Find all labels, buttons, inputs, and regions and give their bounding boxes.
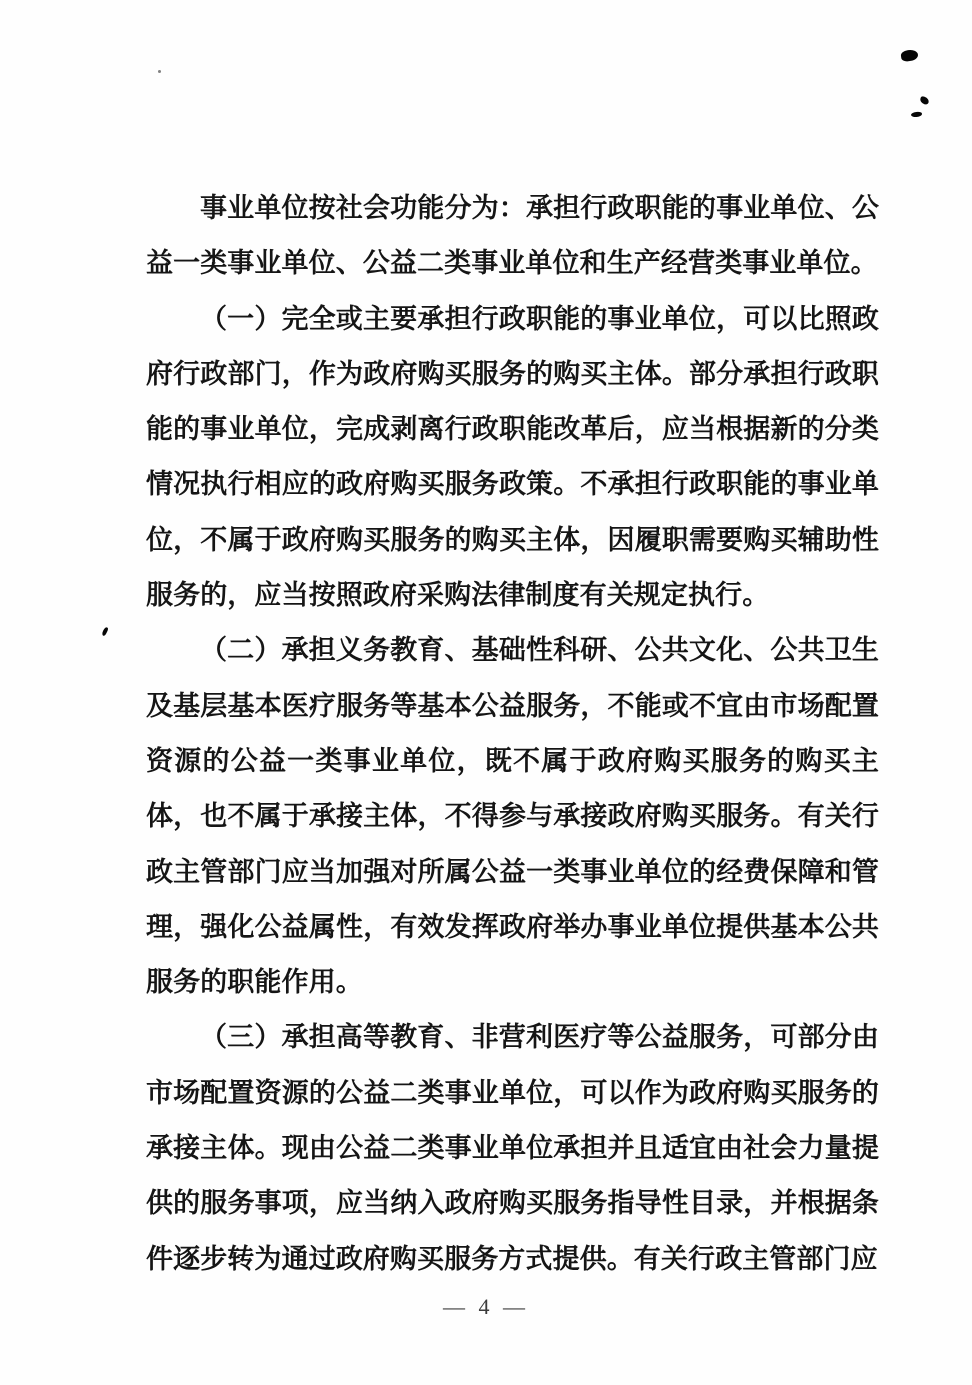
page-number: — 4 — (443, 1294, 529, 1319)
ink-speck-artifact (911, 112, 922, 118)
paragraph-item-2: （二）承担义务教育、基础性科研、公共文化、公共卫生及基层基本医疗服务等基本公益服务，不能或不宜由市场配置资源的公益一类事业单位，既不属于政府购买服务的购买主体，也不属于承接主体，不得参与承接政府购买服务。有关行政主管部门应当加强对所属公益一类事业单位的经费保障和管理，强化公益属性，有效发挥政府举办事业单位提供基本公共服务的职能作用。 (146, 635, 879, 998)
paragraph-item-1: （一）完全或主要承担行政职能的事业单位，可以比照政府行政部门，作为政府购买服务的购买主体。部分承担行政职能的事业单位，完成剥离行政职能改革后，应当根据新的分类情况执行相应的政府购买服务政策。不承担行政职能的事业单位，不属于政府购买服务的购买主体，因履职需要购买辅助性服务的，应当按照政府采购法律制度有关规定执行。 (146, 303, 879, 611)
ink-dot-artifact (158, 70, 161, 73)
paragraph-item-3: （三）承担高等教育、非营利医疗等公益服务，可部分由市场配置资源的公益二类事业单位，可以作为政府购买服务的承接主体。现由公益二类事业单位承担并且适宜由社会力量提供的服务事项，应当纳入政府购买服务指导性目录，并根据条件逐步转为通过政府购买服务方式提供。有关行政主管部门应 (146, 1022, 879, 1274)
ink-speck-artifact (919, 96, 930, 106)
document-body (146, 181, 879, 1287)
ink-blob-artifact (900, 49, 918, 62)
paragraph-intro: 事业单位按社会功能分为：承担行政职能的事业单位、公益一类事业单位、公益二类事业单位和生产经营类事业单位。 (146, 193, 879, 279)
ink-comma-artifact (101, 627, 108, 637)
